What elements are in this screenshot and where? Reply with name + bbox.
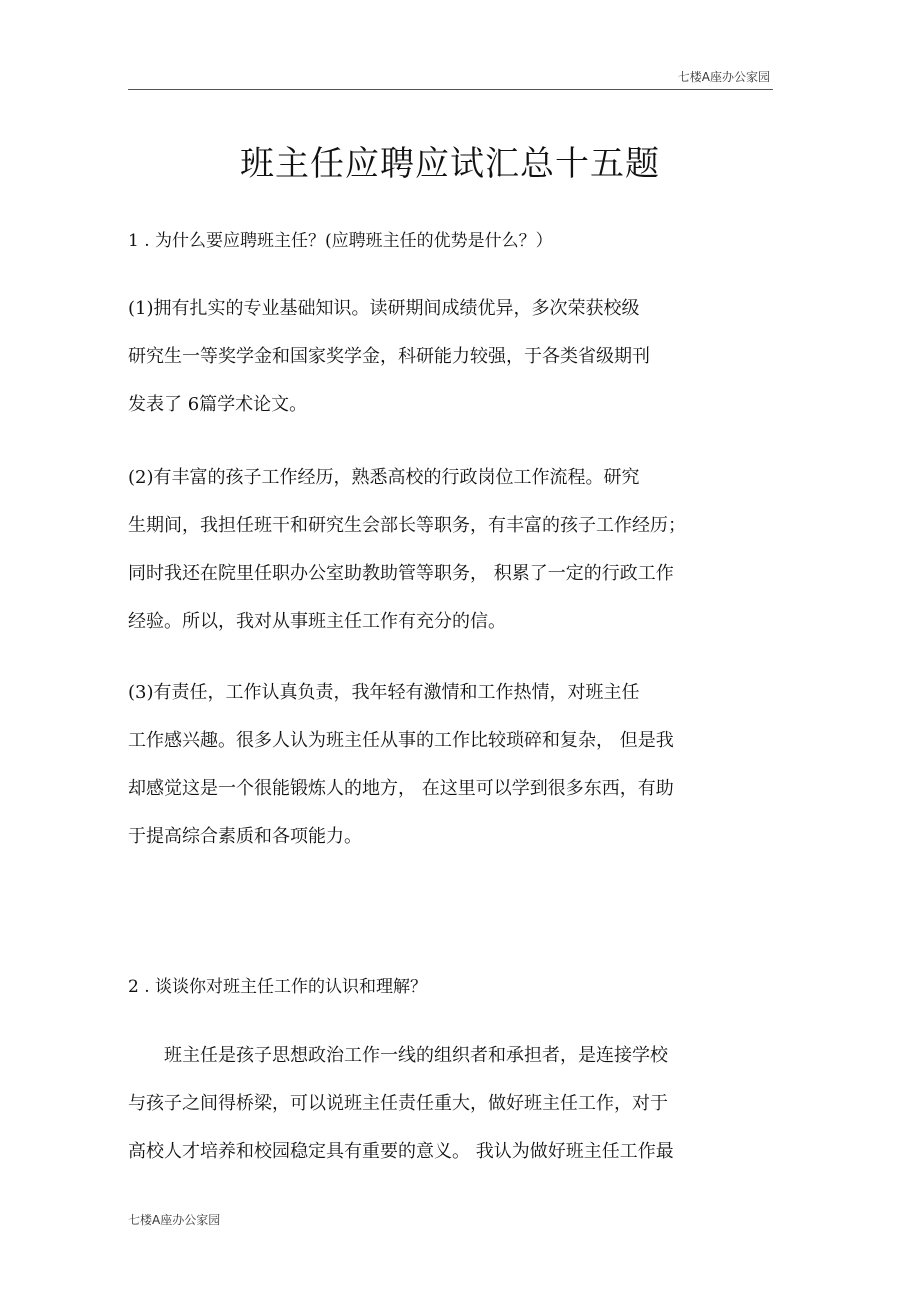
paragraph-line: (2)有丰富的孩子工作经历，熟悉高校的行政岗位工作流程。研究	[128, 467, 640, 488]
page-header-text: 七楼A座办公家园	[677, 70, 770, 84]
paragraph-line: 工作感兴趣。很多人认为班主任从事的工作比较琐碎和复杂， 但是我	[128, 730, 674, 751]
document-title: 班主任应聘应试汇总十五题	[240, 144, 660, 184]
question-1-point-2	[128, 454, 748, 646]
question-2-answer	[128, 1032, 748, 1176]
page-footer-text: 七楼A座办公家园	[128, 1213, 221, 1227]
question-1-heading: 1 . 为什么要应聘班主任？(应聘班主任的优势是什么？）	[128, 231, 553, 251]
paragraph-line: 高校人才培养和校园稳定具有重要的意义。 我认为做好班主任工作最	[128, 1141, 674, 1162]
paragraph-line: (3)有责任，工作认真负责，我年轻有激情和工作热情，对班主任	[128, 682, 640, 703]
paragraph-line: 经验。所以，我对从事班主任工作有充分的信。	[128, 611, 506, 632]
question-1-point-3	[128, 669, 748, 861]
paragraph-line: 生期间，我担任班干和研究生会部长等职务，有丰富的孩子工作经历；	[128, 515, 686, 536]
question-2-heading: 2 . 谈谈你对班主任工作的认识和理解？	[128, 977, 428, 997]
paragraph-line: 同时我还在院里任职办公室助教助管等职务， 积累了一定的行政工作	[128, 563, 674, 584]
question-1-point-1	[128, 285, 748, 429]
paragraph-line: 发表了 6篇学术论文。	[128, 394, 308, 415]
paragraph-line: 于提高综合素质和各项能力。	[128, 826, 362, 847]
paragraph-line: (1)拥有扎实的专业基础知识。读研期间成绩优异，多次荣获校级	[128, 298, 640, 319]
paragraph-line: 与孩子之间得桥梁，可以说班主任责任重大，做好班主任工作，对于	[128, 1093, 668, 1114]
paragraph-line: 却感觉这是一个很能锻炼人的地方， 在这里可以学到很多东西，有助	[128, 778, 674, 799]
paragraph-line: 班主任是孩子思想政治工作一线的组织者和承担者，是连接学校	[128, 1045, 668, 1066]
paragraph-line: 研究生一等奖学金和国家奖学金，科研能力较强，于各类省级期刊	[128, 346, 650, 367]
header-divider	[128, 89, 773, 90]
